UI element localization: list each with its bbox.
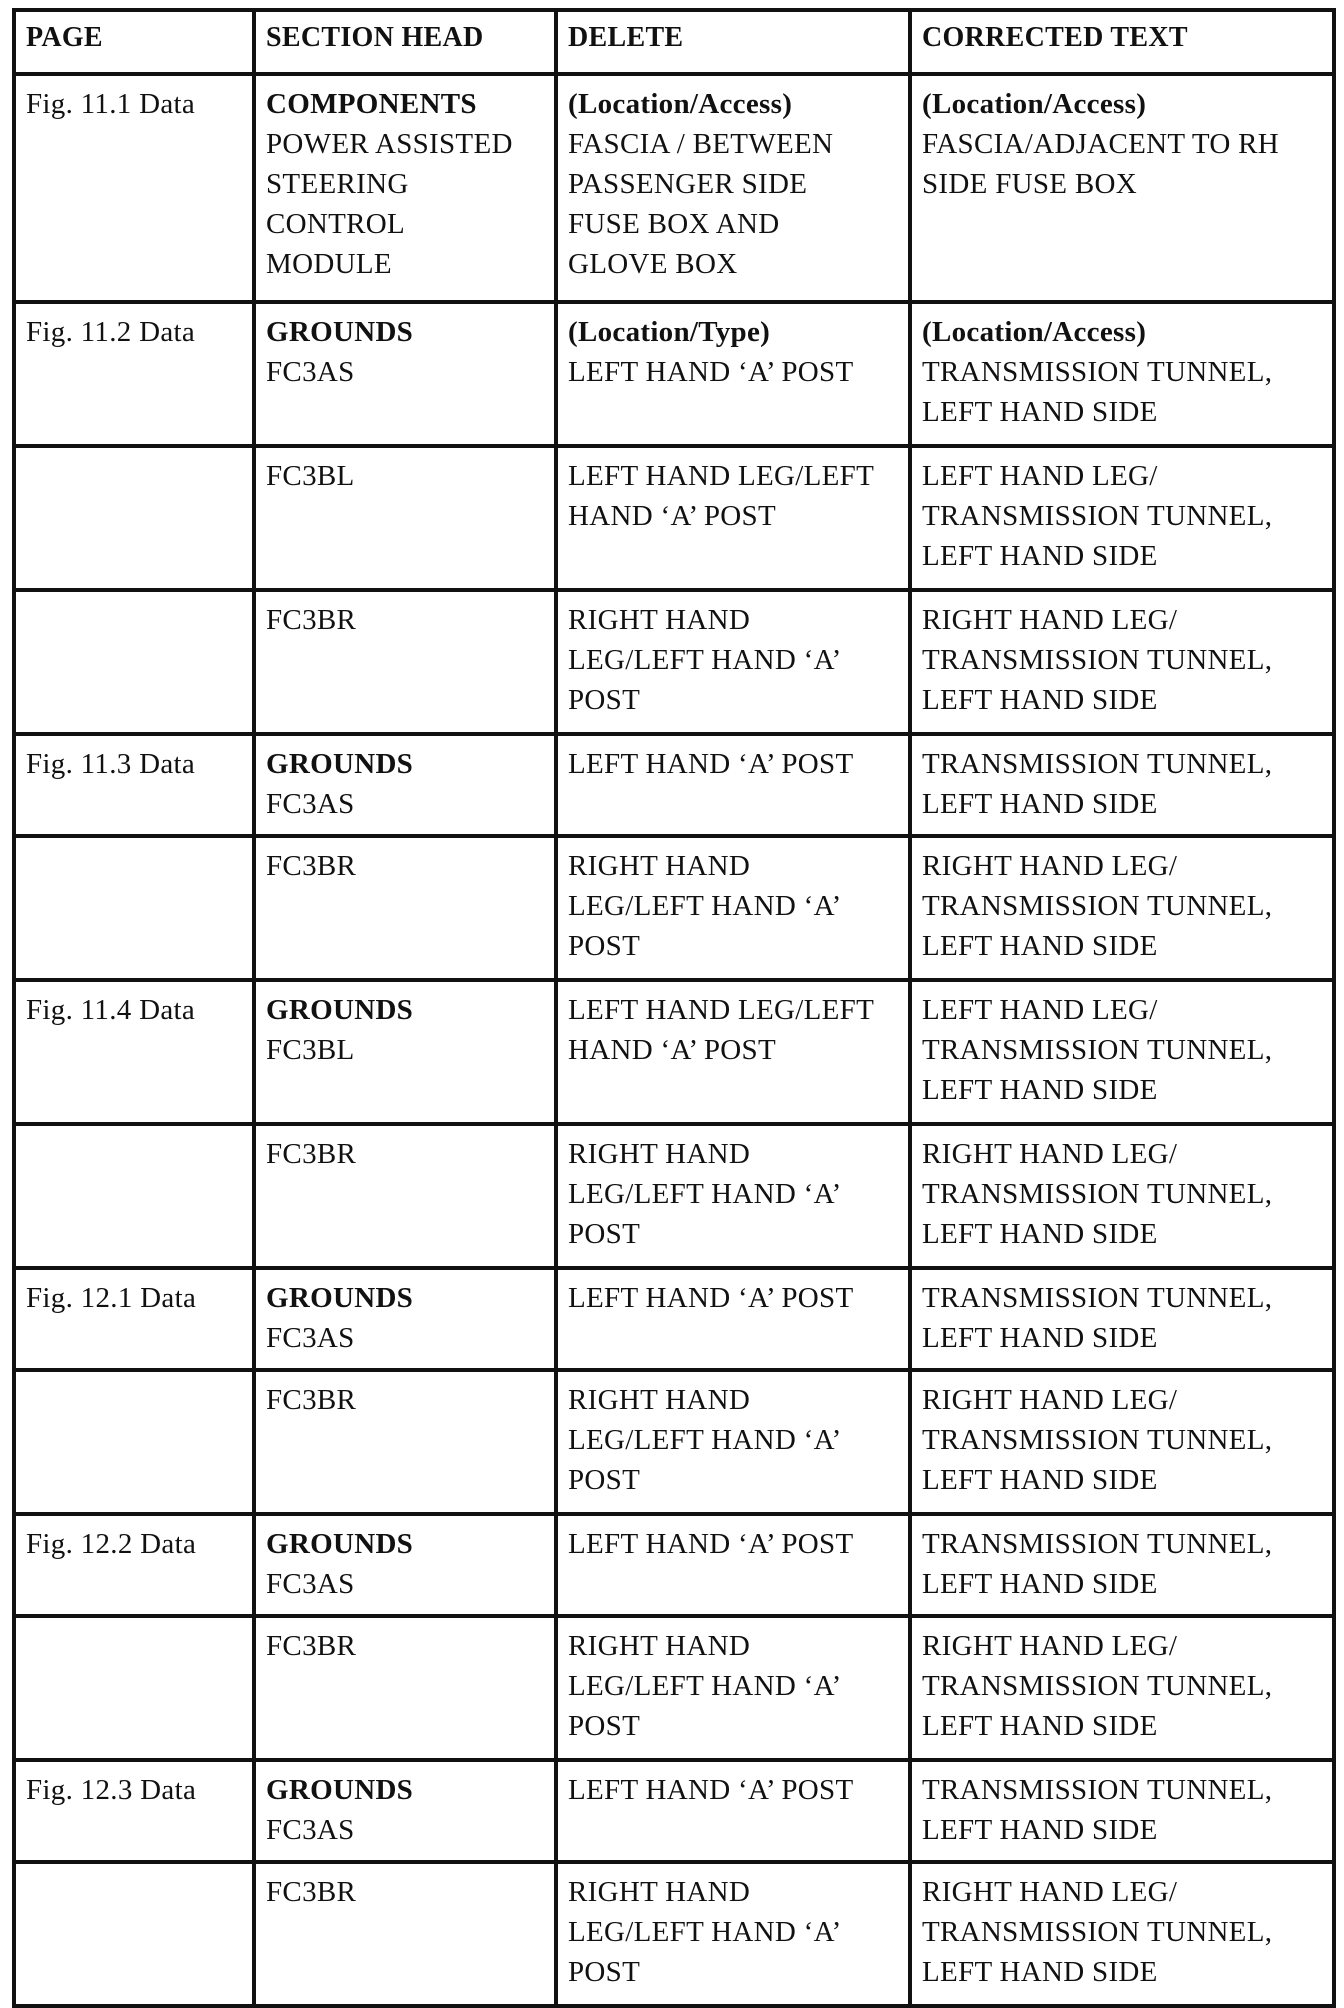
corrected-line: LEFT HAND SIDE: [922, 1710, 1158, 1742]
section-line: FC3AS: [266, 1322, 355, 1354]
header-section-head: SECTION HEAD: [254, 10, 556, 74]
delete-line: LEG/LEFT HAND ‘A’: [568, 644, 842, 676]
section-heading: GROUNDS: [266, 748, 414, 780]
delete-line: LEFT HAND ‘A’ POST: [568, 356, 854, 388]
corrected-line: LEFT HAND LEG/: [922, 994, 1158, 1026]
delete-line: LEFT HAND LEG/LEFT: [568, 994, 875, 1026]
page-cell: [14, 836, 254, 980]
corrected-cell: [910, 446, 1334, 590]
corrected-cell: [910, 1268, 1334, 1370]
page-ref: Fig. 11.3 Data: [26, 748, 196, 780]
table-row: [14, 302, 1334, 446]
delete-cell: [556, 1124, 910, 1268]
delete-line: LEG/LEFT HAND ‘A’: [568, 1178, 842, 1210]
section-head-cell: [254, 1760, 556, 1862]
delete-line: POST: [568, 684, 641, 716]
delete-cell: [556, 836, 910, 980]
section-line: FC3BR: [266, 1630, 357, 1662]
corrected-cell: [910, 1760, 1334, 1862]
delete-line: POST: [568, 1956, 641, 1988]
corrected-line: TRANSMISSION TUNNEL,: [922, 1670, 1273, 1702]
delete-cell: [556, 1370, 910, 1514]
delete-cell: [556, 302, 910, 446]
corrected-line: TRANSMISSION TUNNEL,: [922, 1424, 1273, 1456]
page-ref: Fig. 11.1 Data: [26, 88, 196, 120]
corrected-cell: [910, 590, 1334, 734]
delete-line: LEG/LEFT HAND ‘A’: [568, 1424, 842, 1456]
errata-table: [12, 8, 1336, 2008]
corrected-cell: [910, 1514, 1334, 1616]
delete-cell: [556, 1862, 910, 2006]
delete-line: LEG/LEFT HAND ‘A’: [568, 1670, 842, 1702]
section-heading: GROUNDS: [266, 1282, 414, 1314]
header-row: [14, 10, 1334, 74]
delete-line: RIGHT HAND: [568, 1630, 751, 1662]
section-head-cell: [254, 1370, 556, 1514]
delete-line: LEFT HAND ‘A’ POST: [568, 1528, 854, 1560]
table-row: [14, 1616, 1334, 1760]
section-line: FC3AS: [266, 356, 355, 388]
delete-cell: [556, 1268, 910, 1370]
corrected-line: LEFT HAND SIDE: [922, 788, 1158, 820]
corrected-line: TRANSMISSION TUNNEL,: [922, 1528, 1273, 1560]
page-cell: [14, 74, 254, 302]
page-cell: [14, 302, 254, 446]
delete-cell: [556, 1514, 910, 1616]
delete-line: LEG/LEFT HAND ‘A’: [568, 1916, 842, 1948]
corrected-line: LEFT HAND SIDE: [922, 540, 1158, 572]
corrected-line: RIGHT HAND LEG/: [922, 1630, 1178, 1662]
delete-cell: [556, 980, 910, 1124]
delete-line: HAND ‘A’ POST: [568, 1034, 776, 1066]
table-row: [14, 1124, 1334, 1268]
header-page: PAGE: [14, 10, 254, 74]
section-line: FC3AS: [266, 788, 355, 820]
corrected-line: LEFT HAND SIDE: [922, 1074, 1158, 1106]
table-row: [14, 1514, 1334, 1616]
section-head-cell: [254, 836, 556, 980]
delete-line: RIGHT HAND: [568, 1384, 751, 1416]
section-line: FC3BR: [266, 1138, 357, 1170]
page-ref: Fig. 12.3 Data: [26, 1774, 197, 1806]
corrected-line: TRANSMISSION TUNNEL,: [922, 644, 1273, 676]
corrected-line: LEFT HAND SIDE: [922, 1322, 1158, 1354]
corrected-line: TRANSMISSION TUNNEL,: [922, 1282, 1273, 1314]
delete-line: POST: [568, 1218, 641, 1250]
section-heading: COMPONENTS: [266, 88, 477, 120]
section-head-cell: [254, 74, 556, 302]
header-delete: DELETE: [556, 10, 910, 74]
delete-line: LEFT HAND ‘A’ POST: [568, 748, 854, 780]
delete-cell: [556, 590, 910, 734]
delete-line: RIGHT HAND: [568, 1138, 751, 1170]
corrected-line: LEFT HAND SIDE: [922, 684, 1158, 716]
page-cell: [14, 734, 254, 836]
section-head-cell: [254, 1268, 556, 1370]
table-row: [14, 74, 1334, 302]
corrected-line: RIGHT HAND LEG/: [922, 1138, 1178, 1170]
corrected-line: LEFT HAND SIDE: [922, 396, 1158, 428]
section-head-cell: [254, 980, 556, 1124]
delete-line: RIGHT HAND: [568, 604, 751, 636]
corrected-line: LEFT HAND SIDE: [922, 930, 1158, 962]
section-line: FC3BR: [266, 1384, 357, 1416]
section-heading: GROUNDS: [266, 316, 414, 348]
delete-line: GLOVE BOX: [568, 248, 738, 280]
delete-line: POST: [568, 930, 641, 962]
delete-cell: [556, 1760, 910, 1862]
section-heading: GROUNDS: [266, 1774, 414, 1806]
section-head-cell: [254, 302, 556, 446]
corrected-cell: [910, 734, 1334, 836]
delete-line: FASCIA / BETWEEN: [568, 128, 834, 160]
delete-line: PASSENGER SIDE: [568, 168, 808, 200]
corrected-cell: [910, 1124, 1334, 1268]
header-corrected-text: CORRECTED TEXT: [910, 10, 1334, 74]
corrected-line: FASCIA/ADJACENT TO RH: [922, 128, 1280, 160]
section-line: FC3BR: [266, 604, 357, 636]
page-cell: [14, 590, 254, 734]
table-row: [14, 1370, 1334, 1514]
table-row: [14, 446, 1334, 590]
corrected-line: LEFT HAND SIDE: [922, 1464, 1158, 1496]
corrected-cell: [910, 74, 1334, 302]
delete-cell: [556, 1616, 910, 1760]
table-row: [14, 1268, 1334, 1370]
corrected-cell: [910, 980, 1334, 1124]
corrected-line: RIGHT HAND LEG/: [922, 850, 1178, 882]
delete-line: POST: [568, 1710, 641, 1742]
section-line: FC3AS: [266, 1568, 355, 1600]
section-line: FC3BR: [266, 850, 357, 882]
page-cell: [14, 446, 254, 590]
corrected-line: TRANSMISSION TUNNEL,: [922, 1178, 1273, 1210]
corrected-cell: [910, 1616, 1334, 1760]
section-head-cell: [254, 1616, 556, 1760]
section-line: FC3BL: [266, 460, 355, 492]
section-line: FC3BL: [266, 1034, 355, 1066]
corrected-line: TRANSMISSION TUNNEL,: [922, 356, 1273, 388]
section-head-cell: [254, 590, 556, 734]
corrected-line: TRANSMISSION TUNNEL,: [922, 890, 1273, 922]
corrected-cell: [910, 1370, 1334, 1514]
corrected-line: LEFT HAND SIDE: [922, 1956, 1158, 1988]
corrected-cell: [910, 836, 1334, 980]
page-cell: [14, 980, 254, 1124]
section-head-cell: [254, 1862, 556, 2006]
corrected-line: TRANSMISSION TUNNEL,: [922, 1916, 1273, 1948]
table-row: [14, 1862, 1334, 2006]
table-row: [14, 590, 1334, 734]
corrected-line: TRANSMISSION TUNNEL,: [922, 500, 1273, 532]
page-cell: [14, 1760, 254, 1862]
corrected-line: LEFT HAND SIDE: [922, 1814, 1158, 1846]
delete-line: RIGHT HAND: [568, 1876, 751, 1908]
section-head-cell: [254, 734, 556, 836]
corrected-cell: [910, 1862, 1334, 2006]
corrected-line: LEFT HAND SIDE: [922, 1218, 1158, 1250]
table-row: [14, 836, 1334, 980]
page-cell: [14, 1514, 254, 1616]
page-cell: [14, 1268, 254, 1370]
page-cell: [14, 1124, 254, 1268]
errata-sheet: [12, 8, 1332, 2008]
page-cell: [14, 1616, 254, 1760]
corrected-line: TRANSMISSION TUNNEL,: [922, 748, 1273, 780]
corrected-line: LEFT HAND SIDE: [922, 1568, 1158, 1600]
delete-cell: [556, 74, 910, 302]
page-cell: [14, 1862, 254, 2006]
table-row: [14, 980, 1334, 1124]
table-row: [14, 1760, 1334, 1862]
corrected-line: TRANSMISSION TUNNEL,: [922, 1774, 1273, 1806]
page-ref: Fig. 12.2 Data: [26, 1528, 197, 1560]
corrected-line: RIGHT HAND LEG/: [922, 604, 1178, 636]
delete-line: LEFT HAND ‘A’ POST: [568, 1774, 854, 1806]
delete-line: LEFT HAND ‘A’ POST: [568, 1282, 854, 1314]
delete-line: LEFT HAND LEG/LEFT: [568, 460, 875, 492]
section-line: POWER ASSISTED: [266, 128, 513, 160]
section-line: CONTROL: [266, 208, 406, 240]
section-head-cell: [254, 1514, 556, 1616]
corrected-line: SIDE FUSE BOX: [922, 168, 1137, 200]
delete-line: LEG/LEFT HAND ‘A’: [568, 890, 842, 922]
section-line: FC3AS: [266, 1814, 355, 1846]
page-ref: Fig. 12.1 Data: [26, 1282, 197, 1314]
corrected-line: LEFT HAND LEG/: [922, 460, 1158, 492]
delete-line: FUSE BOX AND: [568, 208, 780, 240]
delete-subheading: (Location/Access): [568, 88, 793, 120]
section-head-cell: [254, 446, 556, 590]
corrected-line: TRANSMISSION TUNNEL,: [922, 1034, 1273, 1066]
delete-line: POST: [568, 1464, 641, 1496]
section-heading: GROUNDS: [266, 994, 414, 1026]
corrected-line: RIGHT HAND LEG/: [922, 1876, 1178, 1908]
section-line: STEERING: [266, 168, 409, 200]
section-heading: GROUNDS: [266, 1528, 414, 1560]
page-cell: [14, 1370, 254, 1514]
delete-cell: [556, 734, 910, 836]
section-line: MODULE: [266, 248, 392, 280]
page-ref: Fig. 11.2 Data: [26, 316, 196, 348]
corrected-cell: [910, 302, 1334, 446]
delete-line: RIGHT HAND: [568, 850, 751, 882]
corrected-line: RIGHT HAND LEG/: [922, 1384, 1178, 1416]
section-head-cell: [254, 1124, 556, 1268]
corrected-subheading: (Location/Access): [922, 88, 1147, 120]
page-ref: Fig. 11.4 Data: [26, 994, 196, 1026]
delete-cell: [556, 446, 910, 590]
section-line: FC3BR: [266, 1876, 357, 1908]
delete-line: HAND ‘A’ POST: [568, 500, 776, 532]
table-row: [14, 734, 1334, 836]
corrected-subheading: (Location/Access): [922, 316, 1147, 348]
delete-subheading: (Location/Type): [568, 316, 771, 348]
